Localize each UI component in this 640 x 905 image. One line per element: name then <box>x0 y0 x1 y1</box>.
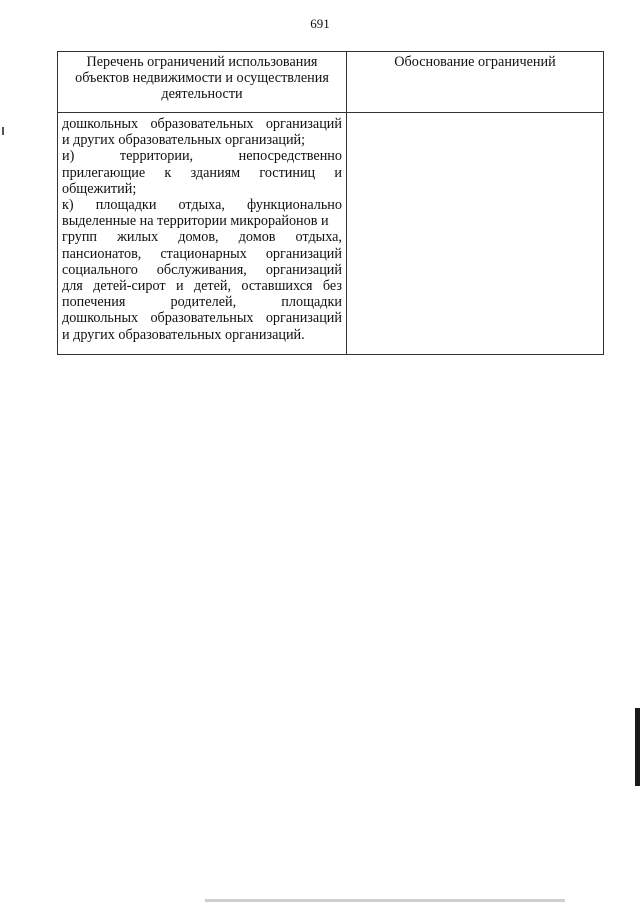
header-restrictions-justification: Обоснование ограничений <box>347 52 604 113</box>
restrictions-table <box>57 51 604 355</box>
text-word: организаций <box>265 310 342 327</box>
text-word: домов <box>238 229 276 246</box>
text-word: отдыха, <box>295 229 342 246</box>
table-row <box>58 113 604 355</box>
text-word: и других образовательных организаций; <box>62 132 306 149</box>
header-left-line: объектов недвижимости и осуществления <box>75 70 329 87</box>
text-word: родителей, <box>170 294 237 311</box>
text-word: без <box>322 278 342 295</box>
text-word: площадки <box>95 197 157 214</box>
text-line <box>62 262 342 278</box>
text-word: жилых <box>117 229 159 246</box>
text-word: организаций <box>265 245 342 262</box>
text-word: прилегающие <box>62 164 146 181</box>
text-line <box>62 246 342 262</box>
text-line <box>62 327 342 343</box>
table-header-row <box>58 52 604 113</box>
text-word: и <box>175 278 184 295</box>
text-word: детей, <box>193 278 232 295</box>
text-line <box>62 229 342 245</box>
text-word: оставшихся <box>241 278 313 295</box>
text-word: территории, <box>119 148 194 165</box>
text-word: организаций <box>265 261 342 278</box>
text-line <box>62 116 342 132</box>
text-line <box>62 278 342 294</box>
scan-mark-left <box>2 127 4 135</box>
text-word: стационарных <box>160 245 247 262</box>
text-line <box>62 148 342 164</box>
text-word: общежитий; <box>62 180 137 197</box>
page-number: 691 <box>310 16 330 31</box>
text-word: к <box>164 164 172 181</box>
text-word: пансионатов, <box>62 245 142 262</box>
text-word: групп <box>62 229 98 246</box>
text-word: дошкольных <box>62 310 139 327</box>
text-word: гостиниц <box>259 164 316 181</box>
text-line <box>62 294 342 310</box>
text-word: функционально <box>247 197 342 214</box>
text-word: отдыха, <box>178 197 225 214</box>
text-line <box>62 197 342 213</box>
text-word: организаций <box>265 116 342 132</box>
text-line <box>62 213 342 229</box>
text-word: к) <box>62 197 74 214</box>
scan-edge-mark <box>635 708 640 786</box>
text-word: попечения <box>62 294 126 311</box>
justification-cell <box>347 113 604 355</box>
text-word: непосредственно <box>238 148 342 165</box>
text-word: образовательных <box>150 116 254 132</box>
text-word: для <box>62 278 83 295</box>
restrictions-text <box>62 116 342 343</box>
text-word: площадки <box>281 294 342 311</box>
text-line <box>62 310 342 326</box>
text-word: и <box>334 164 342 181</box>
text-word: социального <box>62 261 138 278</box>
header-restrictions-list <box>58 52 347 113</box>
text-word: обслуживания, <box>156 261 247 278</box>
text-word: и других образовательных организаций. <box>62 326 305 343</box>
header-left-line: Перечень ограничений использования <box>86 54 318 70</box>
scan-bottom-mark <box>205 899 565 902</box>
text-line <box>62 165 342 181</box>
text-word: домов, <box>178 229 219 246</box>
text-word: и) <box>62 148 75 165</box>
text-word: детей-сирот <box>93 278 166 295</box>
text-word: выделенные на территории микрорайонов и <box>62 213 329 230</box>
restrictions-text-cell <box>58 113 347 355</box>
text-word: зданиям <box>190 164 241 181</box>
text-word: образовательных <box>150 310 254 327</box>
text-line <box>62 132 342 148</box>
text-word: дошкольных <box>62 116 139 132</box>
text-line <box>62 181 342 197</box>
header-left-line: деятельности <box>161 86 243 103</box>
